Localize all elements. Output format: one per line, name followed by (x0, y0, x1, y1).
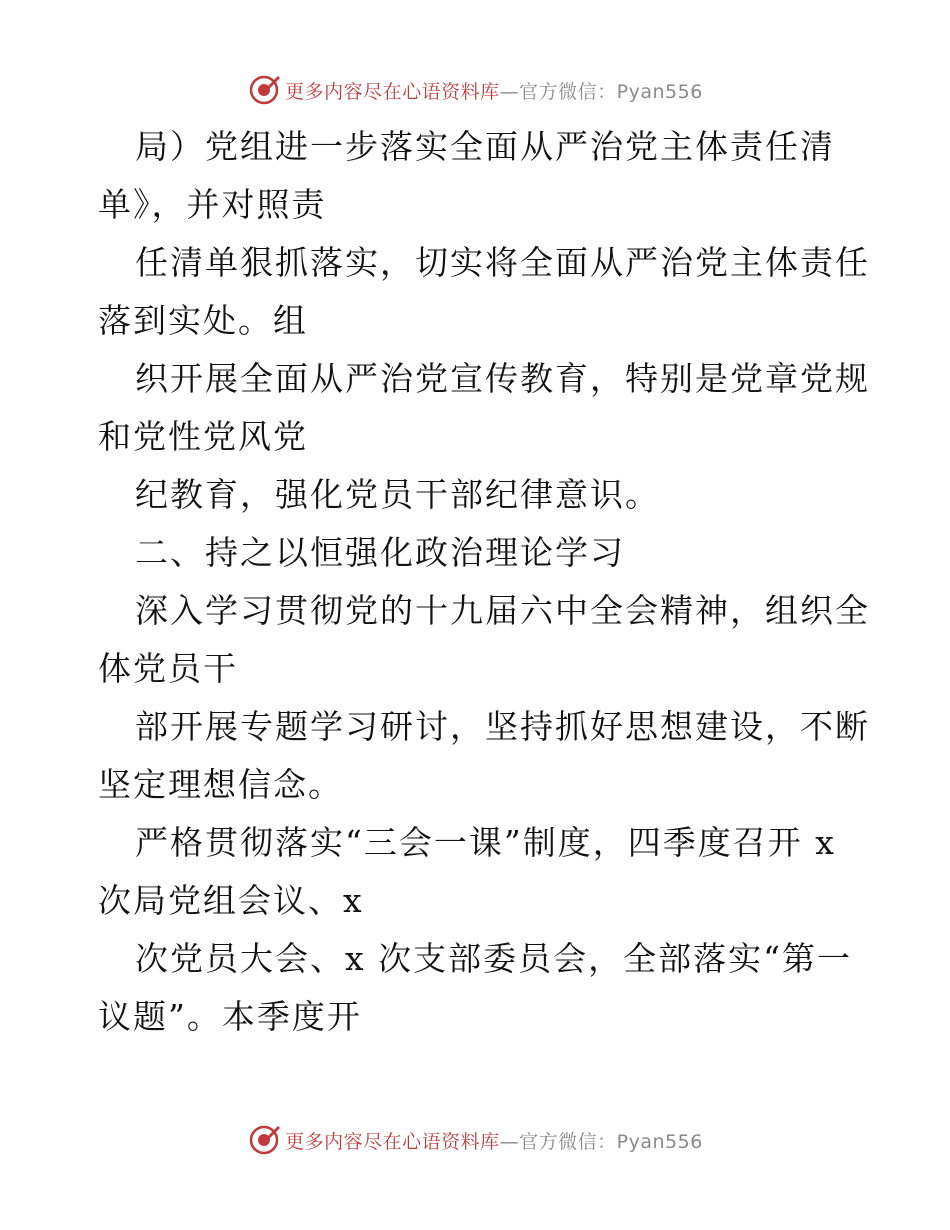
body-line: 次党员大会、x 次支部委员会，全部落实“第一 (135, 939, 852, 978)
body-line: 任清单狠抓落实，切实将全面从严治党主体责任 (135, 243, 870, 282)
body-line: 深入学习贯彻党的十九届六中全会精神，组织全 (135, 591, 870, 630)
body-line: 和党性党风党 (98, 417, 308, 456)
body-line: 坚定理想信念。 (98, 765, 343, 804)
watermark-footer (0, 1120, 950, 1160)
watermark-header (0, 70, 950, 110)
body-line: 落到实处。组 (98, 301, 308, 340)
section-heading: 二、持之以恒强化政治理论学习 (135, 533, 625, 572)
body-line: 部开展专题学习研讨，坚持抓好思想建设，不断 (135, 707, 870, 746)
body-line: 体党员干 (98, 649, 238, 688)
document-body (98, 118, 868, 1046)
body-line: 局）党组进一步落实全面从严治党主体责任清 (135, 127, 835, 166)
pen-logo-icon (247, 73, 281, 107)
body-line: 严格贯彻落实“三会一课”制度，四季度召开 x (135, 823, 836, 862)
body-line: 单》，并对照责 (98, 185, 327, 224)
body-line: 纪教育，强化党员干部纪律意识。 (135, 475, 660, 514)
body-line: 织开展全面从严治党宣传教育，特别是党章党规 (135, 359, 870, 398)
body-line: 议题”。本季度开 (98, 997, 362, 1036)
watermark-footer-text: 更多内容尽在心语资料库—官方微信：Pyan556 (285, 1130, 703, 1153)
watermark-header-text: 更多内容尽在心语资料库—官方微信：Pyan556 (285, 80, 703, 103)
pen-logo-icon (247, 1123, 281, 1157)
body-line: 次局党组会议、x (98, 881, 364, 920)
